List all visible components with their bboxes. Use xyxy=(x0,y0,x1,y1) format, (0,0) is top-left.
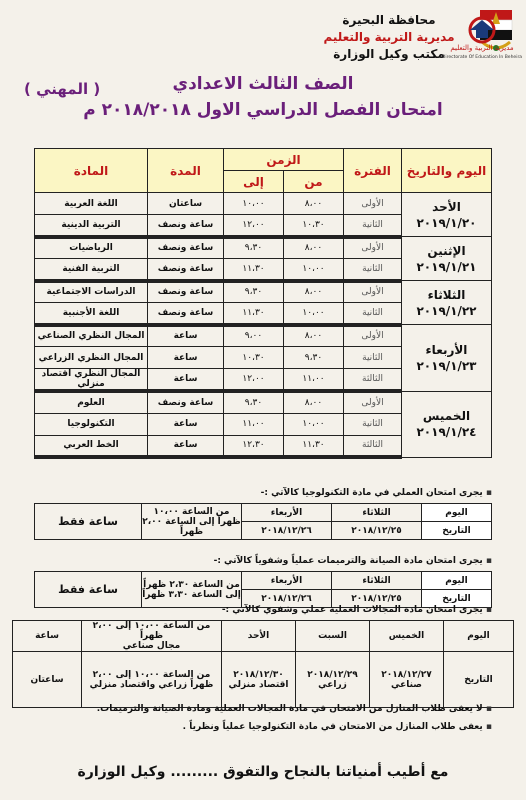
duration-cell: ساعة xyxy=(148,325,224,347)
period-cell: الأولى xyxy=(344,193,402,215)
day-header: اليوم والتاريخ xyxy=(402,149,492,193)
tech-date-label: التاريخ xyxy=(422,522,492,540)
duration-cell: ساعتان xyxy=(148,193,224,215)
from-cell: ١٠،٠٠ xyxy=(284,413,344,435)
from-cell: ١٠،٣٠ xyxy=(284,215,344,237)
duration-cell: ساعة xyxy=(148,369,224,392)
day-date: ٢٠١٩/١/٢٠ xyxy=(416,215,477,230)
maint-duration: ساعة فقط xyxy=(35,572,142,608)
fields-field-2: زراعي xyxy=(318,679,347,690)
subject-cell: المجال النظري الزراعي xyxy=(35,347,148,369)
footer-signature: مع أطيب أمنياتنا بالنجاح والتفوق ......... وكيل الوزارة xyxy=(77,764,449,780)
period-cell: الأولى xyxy=(344,281,402,303)
subject-cell: التربية الفنية xyxy=(35,259,148,281)
subject-header: المادة xyxy=(35,149,148,193)
maint-date-label: التاريخ xyxy=(422,590,492,608)
maint-day-1: الثلاثاء xyxy=(332,572,422,590)
subject-cell: اللغة الأجنبية xyxy=(35,303,148,325)
tech-practical-note: ▪ يجرى امتحان العملي في مادة التكنولوجيا كالآتي :- xyxy=(261,488,492,498)
tech-time: من الساعة ١٠،٠٠ ظهراً إلى الساعة ٢،٠٠ ظهراً xyxy=(142,504,242,540)
schedule-row xyxy=(35,325,492,347)
fields-time-2: من الساعة ١٠،٠٠ إلى ٢،٠٠ ظهراً زراعي واقتصاد منزلي xyxy=(82,652,222,708)
to-cell: ٩،٣٠ xyxy=(224,237,284,259)
fields-field-1: صناعي xyxy=(390,679,422,690)
track-badge: ( المهني ) xyxy=(24,80,101,98)
from-cell: ١٠،٠٠ xyxy=(284,303,344,325)
fields-day-1: الخميس xyxy=(370,621,444,652)
maint-day-2: الأربعاء xyxy=(242,572,332,590)
day-name: الخميس xyxy=(422,409,471,423)
grade-title: الصف الثالث الاعدادي xyxy=(172,74,354,94)
schedule-row xyxy=(35,237,492,259)
subject-cell: اللغة العربية xyxy=(35,193,148,215)
day-cell xyxy=(402,237,492,281)
subject-cell: الخط العربي xyxy=(35,435,148,457)
duration-cell: ساعة ونصف xyxy=(148,215,224,237)
fields-duration-1: ساعة xyxy=(13,621,82,652)
fields-date-1: ٢٠١٨/١٢/٢٧ xyxy=(381,669,432,680)
fields-date-label: التاريخ xyxy=(444,652,514,708)
maint-date-2: ٢٠١٨/١٢/٢٦ xyxy=(242,590,332,608)
duration-cell: ساعة xyxy=(148,435,224,457)
logo-subcaption: Directorate Of Education In Beheira xyxy=(441,55,523,60)
period-cell: الثانية xyxy=(344,347,402,369)
subject-cell: الدراسات الاجتماعية xyxy=(35,281,148,303)
from-cell: ١٠،٠٠ xyxy=(284,259,344,281)
maintenance-table xyxy=(34,571,492,608)
day-name: الثلاثاء xyxy=(427,287,466,302)
tech-date-1: ٢٠١٨/١٢/٢٥ xyxy=(332,522,422,540)
tech-duration: ساعة فقط xyxy=(35,504,142,540)
maint-date-1: ٢٠١٨/١٢/٢٥ xyxy=(332,590,422,608)
footnote-2: ▪ يعفى طلاب المنازل من الامتحان في مادة التكنولوجيا عملياً ونظرياً . xyxy=(183,722,492,732)
fields-date-2: ٢٠١٨/١٢/٢٩ xyxy=(307,669,358,680)
from-header: من xyxy=(284,171,344,193)
fields-day-label: اليوم xyxy=(444,621,514,652)
period-cell: الثانية xyxy=(344,303,402,325)
day-name: الإثنين xyxy=(427,243,466,258)
maint-time: من الساعة ٢،٣٠ ظهراً إلى الساعة ٣،٣٠ ظهراً xyxy=(142,572,242,608)
to-cell: ١١،٣٠ xyxy=(224,303,284,325)
period-cell: الأولى xyxy=(344,237,402,259)
to-cell: ٩،٣٠ xyxy=(224,391,284,413)
duration-cell: ساعة xyxy=(148,347,224,369)
to-header: إلى xyxy=(224,171,284,193)
from-cell: ١١،٠٠ xyxy=(284,369,344,392)
fields-cell-2 xyxy=(296,652,370,708)
from-cell: ٨،٠٠ xyxy=(284,193,344,215)
practical-fields-note: ▪ يجرى امتحان مادة المجالات العملية عملي وشفوي كالآتي :- xyxy=(222,605,492,615)
tech-day-1: الثلاثاء xyxy=(332,504,422,522)
to-cell: ١٠،٣٠ xyxy=(224,347,284,369)
to-cell: ١١،٠٠ xyxy=(224,413,284,435)
exam-title: امتحان الفصل الدراسي الاول ٢٠١٨/٢٠١٨ م xyxy=(83,100,443,120)
duration-cell: ساعة ونصف xyxy=(148,259,224,281)
from-cell: ٨،٠٠ xyxy=(284,237,344,259)
subject-cell: التكنولوجيا xyxy=(35,413,148,435)
period-cell: الثانية xyxy=(344,215,402,237)
day-date: ٢٠١٩/١/٢٤ xyxy=(416,425,477,439)
day-name: الأحد xyxy=(432,199,461,214)
fields-day-3: الأحد xyxy=(222,621,296,652)
page-header xyxy=(0,6,526,64)
day-date: ٢٠١٩/١/٢٣ xyxy=(416,358,477,373)
to-cell: ٩،٠٠ xyxy=(224,325,284,347)
fields-cell-1 xyxy=(370,652,444,708)
fields-duration-2: ساعتان xyxy=(13,652,82,708)
period-cell: الأولى xyxy=(344,325,402,347)
to-cell: ١٢،٣٠ xyxy=(224,435,284,457)
to-cell: ٩،٣٠ xyxy=(224,281,284,303)
to-cell: ١٠،٠٠ xyxy=(224,193,284,215)
maintenance-note: ▪ يجرى امتحان مادة الصيانة والترميمات عملياً وشفوياً كالآتي :- xyxy=(214,556,492,566)
schedule-row xyxy=(35,391,492,413)
fields-field-3: اقتصاد منزلي xyxy=(228,679,289,690)
subject-cell: العلوم xyxy=(35,391,148,413)
subject-cell: التربية الدينية xyxy=(35,215,148,237)
duration-cell: ساعة ونصف xyxy=(148,281,224,303)
fields-cell-3 xyxy=(222,652,296,708)
period-cell: الثالثة xyxy=(344,435,402,457)
to-cell: ١١،٣٠ xyxy=(224,259,284,281)
day-name: الأربعاء xyxy=(425,342,468,357)
duration-cell: ساعة ونصف xyxy=(148,303,224,325)
maint-day-label: اليوم xyxy=(422,572,492,590)
period-cell: الأولى xyxy=(344,391,402,413)
period-cell: الثالثة xyxy=(344,369,402,392)
day-cell xyxy=(402,281,492,325)
period-header: الفترة xyxy=(344,149,402,193)
duration-cell: ساعة ونصف xyxy=(148,391,224,413)
period-cell: الثانية xyxy=(344,259,402,281)
directorate-name: مديرية التربية والتعليم xyxy=(323,30,455,44)
to-cell: ١٢،٠٠ xyxy=(224,215,284,237)
subject-cell: الرياضيات xyxy=(35,237,148,259)
from-cell: ٨،٠٠ xyxy=(284,391,344,413)
to-cell: ١٢،٠٠ xyxy=(224,369,284,392)
fields-time-1 xyxy=(82,621,222,652)
day-cell xyxy=(402,391,492,457)
office-name: مكتب وكيل الوزارة xyxy=(333,47,445,61)
from-cell: ١١،٣٠ xyxy=(284,435,344,457)
from-cell: ٨،٠٠ xyxy=(284,281,344,303)
subject-cell: المجال النظري الصناعي xyxy=(35,325,148,347)
subject-cell: المجال النظري اقتصاد منزلي xyxy=(35,369,148,392)
fields-time-1-field: مجال صناعي xyxy=(122,641,181,651)
practical-fields-table xyxy=(12,620,514,708)
exam-schedule-table xyxy=(34,148,492,459)
time-header: الزمن xyxy=(224,149,344,171)
schedule-row xyxy=(35,193,492,215)
tech-day-label: اليوم xyxy=(422,504,492,522)
logo-caption: مديرية التربية والتعليم xyxy=(450,44,514,52)
day-cell xyxy=(402,193,492,237)
governorate-name: محافظة البحيرة xyxy=(342,13,436,27)
from-cell: ٨،٠٠ xyxy=(284,325,344,347)
exam-schedule-body xyxy=(35,193,492,458)
day-date: ٢٠١٩/١/٢٢ xyxy=(416,303,477,318)
fields-day-2: السبت xyxy=(296,621,370,652)
schedule-row xyxy=(35,281,492,303)
duration-cell: ساعة ونصف xyxy=(148,237,224,259)
duration-header: المدة xyxy=(148,149,224,193)
period-cell: الثانية xyxy=(344,413,402,435)
fields-date-3: ٢٠١٨/١٢/٣٠ xyxy=(233,669,284,680)
tech-day-2: الأربعاء xyxy=(242,504,332,522)
day-cell xyxy=(402,325,492,392)
fields-time-1-text: من الساعة ١٠،٠٠ إلى ٢،٠٠ ظهراً xyxy=(92,621,211,641)
tech-practical-table xyxy=(34,503,492,540)
tech-date-2: ٢٠١٨/١٢/٢٦ xyxy=(242,522,332,540)
directorate-logo xyxy=(440,14,524,60)
duration-cell: ساعة xyxy=(148,413,224,435)
footnote-1: ▪ لا يعفى طلاب المنازل من الامتحان في مادة المجالات العملية ومادة الصيانة والترميمات. xyxy=(97,704,492,714)
from-cell: ٩،٣٠ xyxy=(284,347,344,369)
day-date: ٢٠١٩/١/٢١ xyxy=(416,259,477,274)
